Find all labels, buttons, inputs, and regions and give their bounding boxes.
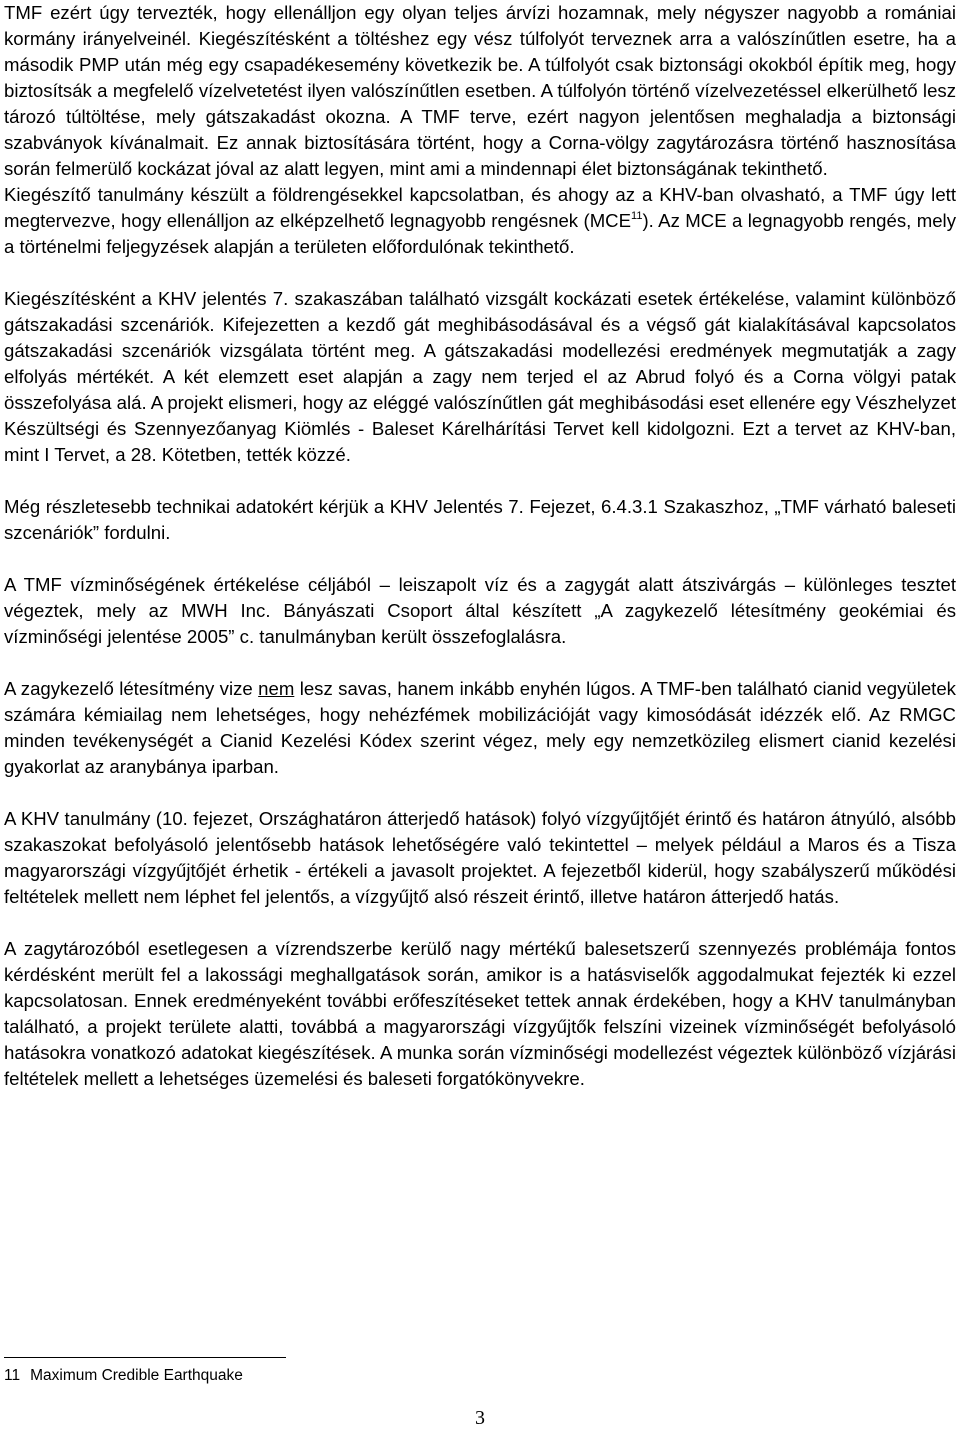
footnote-number: 11 [4,1367,21,1384]
page-body [4,0,956,1092]
paragraph-alkaline-water: A zagykezelő létesítmény vize nem lesz savas, hanem inkább enyhén lúgos. A TMF-ben található cianid vegyületek számára kémiailag nem lehetséges, hogy nehézfémek mobilizációját vagy kimosódását idézzék elő. Az RMGC minden tevékenységét a Cianid Kezelési Kódex szerint végez, mely egy nemzetközileg elismert cianid kezelési gyakorlat az aranybánya iparban. [4,678,956,777]
footnote-ref[interactable]: 11 [631,210,643,222]
paragraph-transboundary: A KHV tanulmány (10. fejezet, Országhatáron átterjedő hatások) folyó vízgyűjtőjét érintő és határon átnyúló, alsóbb szakaszokat befolyásoló jelentősebb hatások lehetőségére való tekintettel – melyek például a Maros és a Tisza magyarországi vízgyűjtőjét érhetik - értékeli a javasolt projektet. A fejezetből kiderül, hogy szabályszerű működési feltételek mellett nem léphet fel jelentős, a vízgyűjtő alsó részeit érintő, illetve határon átterjedő hatás. [4,808,956,907]
underlined-word: nem [258,678,295,699]
footnote-separator [4,1357,286,1358]
paragraph-technical-reference: Még részletesebb technikai adatokért kérjük a KHV Jelentés 7. Fejezet, 6.4.3.1 Szakaszhoz, „TMF várható baleseti szcenáriók” fordulni. [4,496,956,543]
paragraph-water-quality: A TMF vízminőségének értékelése céljából – leiszapolt víz és a zagygát alatt átszivárgás – különleges tesztet végeztek, mely az MWH Inc. Bányászati Csoport által készített „A zagykezelő létesítmény geokémiai és vízminőségi jelentése 2005” c. tanulmányban került összefoglalásra. [4,574,956,647]
paragraph-pollution-concern: A zagytározóból esetlegesen a vízrendszerbe kerülő nagy mértékű balesetszerű szennyezés problémája fontos kérdésként merült fel a lakossági meghallgatások során, amikor is a hatásviselők aggodalmukat fejezték ki ezzel kapcsolatosan. Ennek eredményeként további erőfeszítéseket tettek annak érdekében, hogy a KHV tanulmányban található, a projekt területe alatti, továbbá a magyarországi vízgyűjtők felszíni vizeinek vízminőségét befolyásoló hatásokra vonatkozó adatokat kiegészítések. A munka során vízminőségi modellezést végeztek különböző vízjárási feltételek mellett a lehetséges üzemelési és baleseti forgatókönyvekre. [4,938,956,1089]
footnote-text: Maximum Credible Earthquake [30,1367,243,1384]
paragraph-dam-break-scenarios: Kiegészítésként a KHV jelentés 7. szakaszában található vizsgált kockázati esetek értékelése, valamint különböző gátszakadási szcenáriók. Kifejezetten a kezdő gát meghibásodásával és a végső gát kialakításával kapcsolatos gátszakadási szcenáriók vizsgálata történt meg. A gátszakadási modellezési eredmények megmutatják a zagy elfolyás mértékét. A két elemzett eset alapján a zagy nem terjed el az Abrud folyó és a Corna völgyi patak összefolyása alá. A projekt elismeri, hogy az eléggé valószínűtlen gát meghibásodási eset ellenére egy Vészhelyzet Készültségi és Szennyezőanyag Kiömlés - Baleset Kárelhárítási Tervet kell kidolgozni. Ezt a tervet az KHV-ban, mint I Tervet, a 28. Kötetben, tették közzé. [4,288,956,465]
footnote [4,1366,243,1386]
paragraph-earthquake: Kiegészítő tanulmány készült a földrengésekkel kapcsolatban, és ahogy az a KHV-ban olvasható, a TMF úgy lett megtervezve, hogy ellenálljon az elképzelhető legnagyobb rengésnek (MCE$^{11}$). Az MCE a legnagyobb rengés, mely a történelmi feljegyzések alapján a területen előfordulónak tekinthető. [4,184,956,257]
paragraph-dam-design: TMF ezért úgy tervezték, hogy ellenálljon egy olyan teljes árvízi hozamnak, mely négyszer nagyobb a romániai kormány irányelveinél. Kiegészítésként a töltéshez egy vész túlfolyót terveznek arra a valószínűtlen esetre, ha a második PMP után még egy csapadékesemény következik be. A túlfolyót csak biztonsági okokból építik meg, hogy biztosítsák a megfelelő vízelvetetést ilyen valószínűtlen esetben. A túlfolyón történő vízelvezetéssel elkerülhető lesz tározó túltöltése, mely gátszakadást okozna. A TMF terve, ezért nagyon jelentősen meghaladja a biztonsági szabványok kívánalmait. Ez annak biztosítására történt, hogy a Corna-völgy zagytározásra történő hasznosítása során felmerülő kockázat jóval az alatt legyen, mint ami a mindennapi élet biztonságának tekinthető. [4,2,956,179]
page-number: 3 [475,1407,485,1429]
